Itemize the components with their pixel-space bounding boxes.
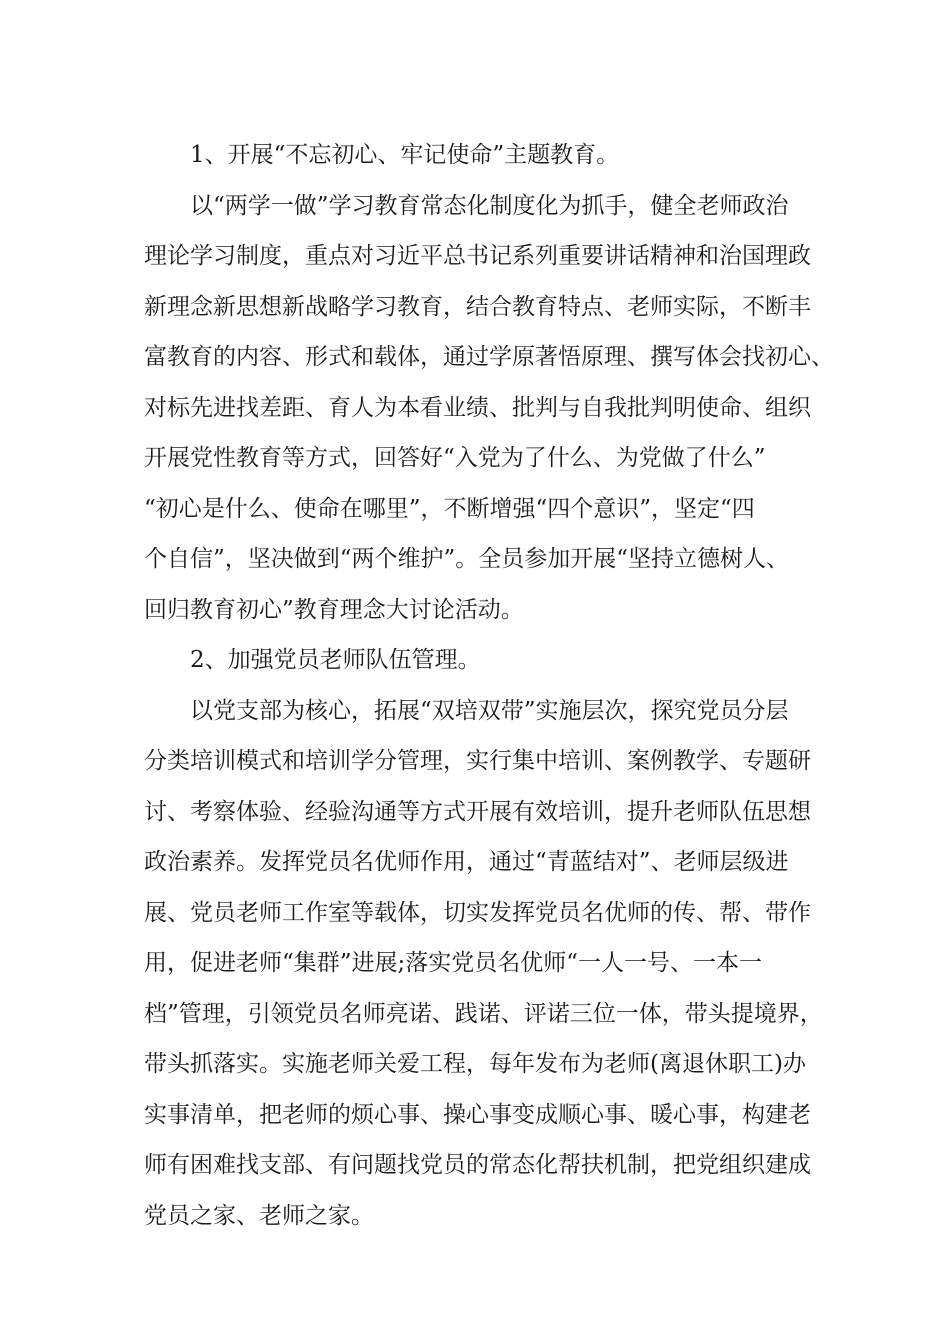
paragraph-line: 以“两学一做”学习教育常态化制度化为抓手，健全老师政治 xyxy=(190,192,789,219)
paragraph-line: 讨、考察体验、经验沟通等方式开展有效培训，提升老师队伍思想 xyxy=(144,798,811,825)
paragraph-line: 对标先进找差距、育人为本看业绩、批判与自我批判明使命、组织 xyxy=(144,394,811,421)
paragraph-line: 师有困难找支部、有问题找党员的常态化帮扶机制，把党组织建成 xyxy=(144,1152,811,1178)
paragraph-line: 个自信”，坚决做到“两个维护”。全员参加开展“坚持立德树人、 xyxy=(144,546,790,572)
paragraph-line: 用，促进老师“集群”进展;落实党员名优师“一人一号、一本一 xyxy=(144,950,763,976)
paragraph-line: 分类培训模式和培训学分管理，实行集中培训、案例教学、专题研 xyxy=(144,748,811,774)
paragraph-line: 党员之家、老师之家。 xyxy=(144,1202,374,1229)
paragraph-line: 以党支部为核心，拓展“双培双带”实施层次，探究党员分层 xyxy=(190,697,789,724)
section-heading-1: 1、开展“不忘初心、牢记使命”主题教育。 xyxy=(190,142,620,168)
paragraph-line: 带头抓落实。实施老师关爱工程，每年发布为老师(离退休职工)办 xyxy=(144,1051,806,1077)
paragraph-line: 新理念新思想新战略学习教育，结合教育特点、老师实际，不断丰 xyxy=(144,293,811,320)
document-body xyxy=(144,130,834,1241)
paragraph-line: 政治素养。发挥党员名优师作用，通过“青蓝结对”、老师层级进 xyxy=(144,849,789,875)
paragraph-line: 富教育的内容、形式和载体，通过学原著悟原理、撰写体会找初心、 xyxy=(144,344,834,370)
paragraph-line: 实事清单，把老师的烦心事、操心事变成顺心事、暖心事，构建老 xyxy=(144,1101,811,1128)
paragraph-line: 理论学习制度，重点对习近平总书记系列重要讲话精神和治国理政 xyxy=(144,243,811,269)
paragraph-line: 回归教育初心”教育理念大讨论活动。 xyxy=(144,596,524,623)
paragraph-line: 档”管理，引领党员名师亮诺、践诺、评诺三位一体，带头提境界， xyxy=(144,1000,823,1027)
paragraph-line: 开展党性教育等方式，回答好“入党为了什么、为党做了什么” xyxy=(144,445,766,471)
paragraph-line: 展、党员老师工作室等载体，切实发挥党员名优师的传、帮、带作 xyxy=(144,899,811,926)
section-heading-2: 2、加强党员老师队伍管理。 xyxy=(190,647,481,673)
paragraph-line: “初心是什么、使命在哪里”，不断增强“四个意识”，坚定“四 xyxy=(144,495,755,522)
